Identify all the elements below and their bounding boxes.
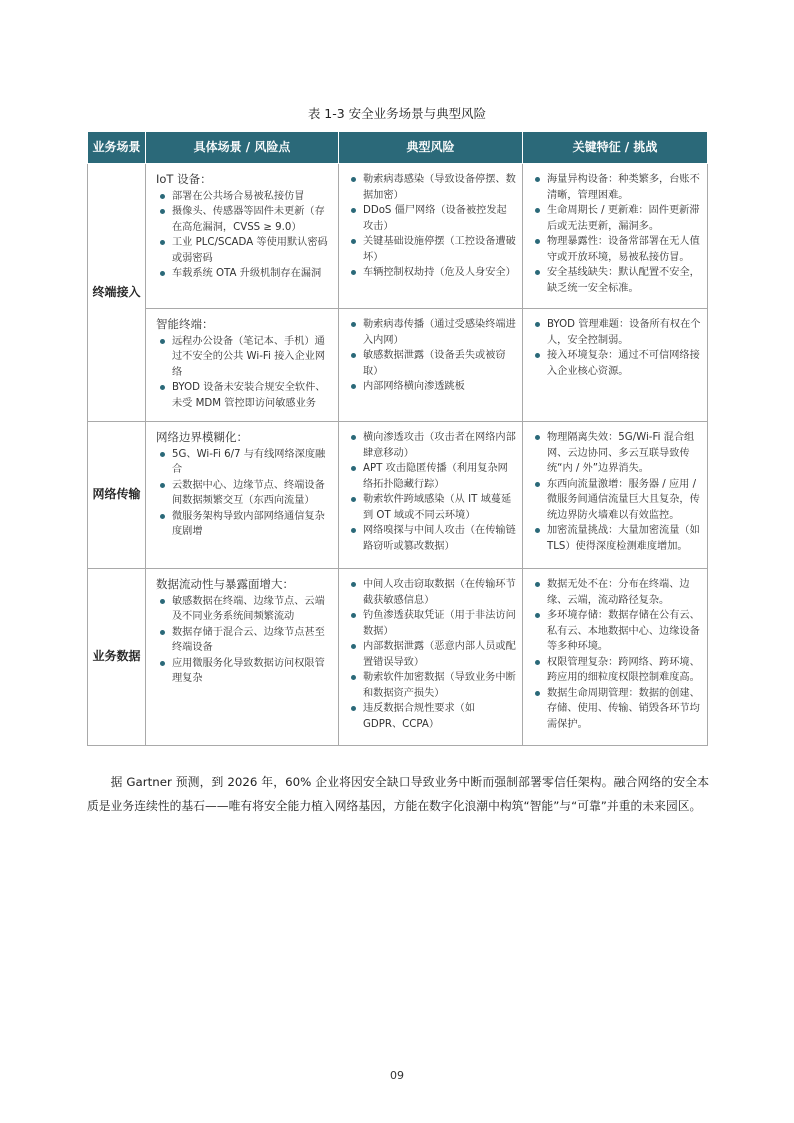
- list-item: 5G、Wi-Fi 6/7 与有线网络深度融合: [156, 447, 332, 478]
- header-points: 具体场景 / 风险点: [146, 132, 339, 164]
- table-row: [88, 422, 708, 569]
- list-item: 内部数据泄露（恶意内部人员或配置错误导致）: [349, 639, 516, 670]
- list-item: 中间人攻击窃取数据（在传输环节截获敏感信息）: [349, 577, 516, 608]
- block-subtitle: 网络边界模糊化：: [156, 430, 248, 444]
- list-item: 车载系统 OTA 升级机制存在漏洞: [156, 266, 332, 282]
- list-item: 数据无处不在：分布在终端、边缘、云端，流动路径复杂。: [533, 577, 701, 608]
- table-row: [88, 569, 708, 746]
- points-cell: [146, 164, 339, 309]
- list-item: 工业 PLC/SCADA 等使用默认密码或弱密码: [156, 235, 332, 266]
- list-item: 违反数据合规性要求（如 GDPR、CCPA）: [349, 701, 516, 732]
- list-item: 横向渗透攻击（攻击者在网络内部肆意移动）: [349, 430, 516, 461]
- list-item: 应用微服务化导致数据访问权限管理复杂: [156, 656, 332, 687]
- list-item: BYOD 设备未安装合规安全软件、未受 MDM 管控即访问敏感业务: [156, 380, 332, 411]
- block-subtitle: 数据流动性与暴露面增大：: [156, 577, 294, 591]
- list-item: 加密流量挑战：大量加密流量（如 TLS）使得深度检测难度增加。: [533, 523, 701, 554]
- list-item: 部署在公共场合易被私接仿冒: [156, 189, 332, 205]
- list-item: 摄像头、传感器等固件未更新（存在高危漏洞，CVSS ≥ 9.0）: [156, 204, 332, 235]
- list-item: BYOD 管理难题：设备所有权在个人，安全控制弱。: [533, 317, 701, 348]
- list-item: 关键基础设施停摆（工控设备遭破坏）: [349, 234, 516, 265]
- list-item: 安全基线缺失：默认配置不安全，缺乏统一安全标准。: [533, 265, 701, 296]
- list-item: 生命周期长 / 更新难：固件更新滞后或无法更新，漏洞多。: [533, 203, 701, 234]
- list-item: 远程办公设备（笔记本、手机）通过不安全的公共 Wi-Fi 接入企业网络: [156, 334, 332, 381]
- scene-cell: 网络传输: [88, 422, 146, 569]
- list-item: 接入环境复杂：通过不可信网络接入企业核心资源。: [533, 348, 701, 379]
- features-cell: [523, 309, 708, 422]
- risk-table: [87, 131, 708, 746]
- list-item: 云数据中心、边缘节点、终端设备间数据频繁交互（东西向流量）: [156, 478, 332, 509]
- list-item: 勒索软件加密数据（导致业务中断和数据资产损失）: [349, 670, 516, 701]
- features-cell: [523, 422, 708, 569]
- points-cell: [146, 309, 339, 422]
- block-subtitle: IoT 设备：: [156, 172, 212, 186]
- list-item: 钓鱼渗透获取凭证（用于非法访问数据）: [349, 608, 516, 639]
- list-item: 内部网络横向渗透跳板: [349, 379, 516, 395]
- list-item: DDoS 僵尸网络（设备被控发起攻击）: [349, 203, 516, 234]
- list-item: 勒索软件跨域感染（从 IT 域蔓延到 OT 域或不同云环境）: [349, 492, 516, 523]
- table-row: [88, 309, 708, 422]
- list-item: 东西向流量激增：服务器 / 应用 / 微服务间通信流量巨大且复杂，传统边界防火墙难以有效监控。: [533, 477, 701, 524]
- table-header-row: [88, 132, 708, 164]
- list-item: 勒索病毒感染（导致设备停摆、数据加密）: [349, 172, 516, 203]
- header-risks: 典型风险: [339, 132, 523, 164]
- scene-cell: 业务数据: [88, 569, 146, 746]
- risks-cell: [339, 569, 523, 746]
- list-item: 车辆控制权劫持（危及人身安全）: [349, 265, 516, 281]
- list-item: 敏感数据在终端、边缘节点、云端及不同业务系统间频繁流动: [156, 594, 332, 625]
- header-features: 关键特征 / 挑战: [523, 132, 708, 164]
- list-item: 权限管理复杂：跨网络、跨环境、跨应用的细粒度权限控制难度高。: [533, 655, 701, 686]
- list-item: 勒索病毒传播（通过受感染终端进入内网）: [349, 317, 516, 348]
- list-item: APT 攻击隐匿传播（利用复杂网络拓扑隐藏行踪）: [349, 461, 516, 492]
- block-subtitle: 智能终端：: [156, 317, 214, 331]
- risks-cell: [339, 164, 523, 309]
- list-item: 微服务架构导致内部网络通信复杂度剧增: [156, 509, 332, 540]
- list-item: 物理暴露性：设备常部署在无人值守或开放环境，易被私接仿冒。: [533, 234, 701, 265]
- header-scene: 业务场景: [88, 132, 146, 164]
- list-item: 敏感数据泄露（设备丢失或被窃取）: [349, 348, 516, 379]
- scene-cell: 终端接入: [88, 164, 146, 422]
- points-cell: [146, 569, 339, 746]
- points-cell: [146, 422, 339, 569]
- body-paragraph: 据 Gartner 预测，到 2026 年，60% 企业将因安全缺口导致业务中断而强制部署零信任架构。融合网络的安全本质是业务连续性的基石——唯有将安全能力植入网络基因，方能在数字化浪潮中构筑“智能”与“可靠”并重的未来园区。: [87, 775, 709, 813]
- features-cell: [523, 164, 708, 309]
- list-item: 海量异构设备：种类繁多，台账不清晰，管理困难。: [533, 172, 701, 203]
- list-item: 多环境存储：数据存储在公有云、私有云、本地数据中心、边缘设备等多种环境。: [533, 608, 701, 655]
- risks-cell: [339, 309, 523, 422]
- risks-cell: [339, 422, 523, 569]
- list-item: 数据存储于混合云、边缘节点甚至终端设备: [156, 625, 332, 656]
- features-cell: [523, 569, 708, 746]
- list-item: 物理隔离失效：5G/Wi-Fi 混合组网、云边协同、多云互联导致传统“内 / 外”边界消失。: [533, 430, 701, 477]
- page-number: 09: [390, 1069, 404, 1082]
- table-row: [88, 164, 708, 309]
- list-item: 数据生命周期管理：数据的创建、存储、使用、传输、销毁各环节均需保护。: [533, 686, 701, 733]
- list-item: 网络嗅探与中间人攻击（在传输链路窃听或篡改数据）: [349, 523, 516, 554]
- table-caption: 表 1-3 安全业务场景与典型风险: [307, 106, 487, 121]
